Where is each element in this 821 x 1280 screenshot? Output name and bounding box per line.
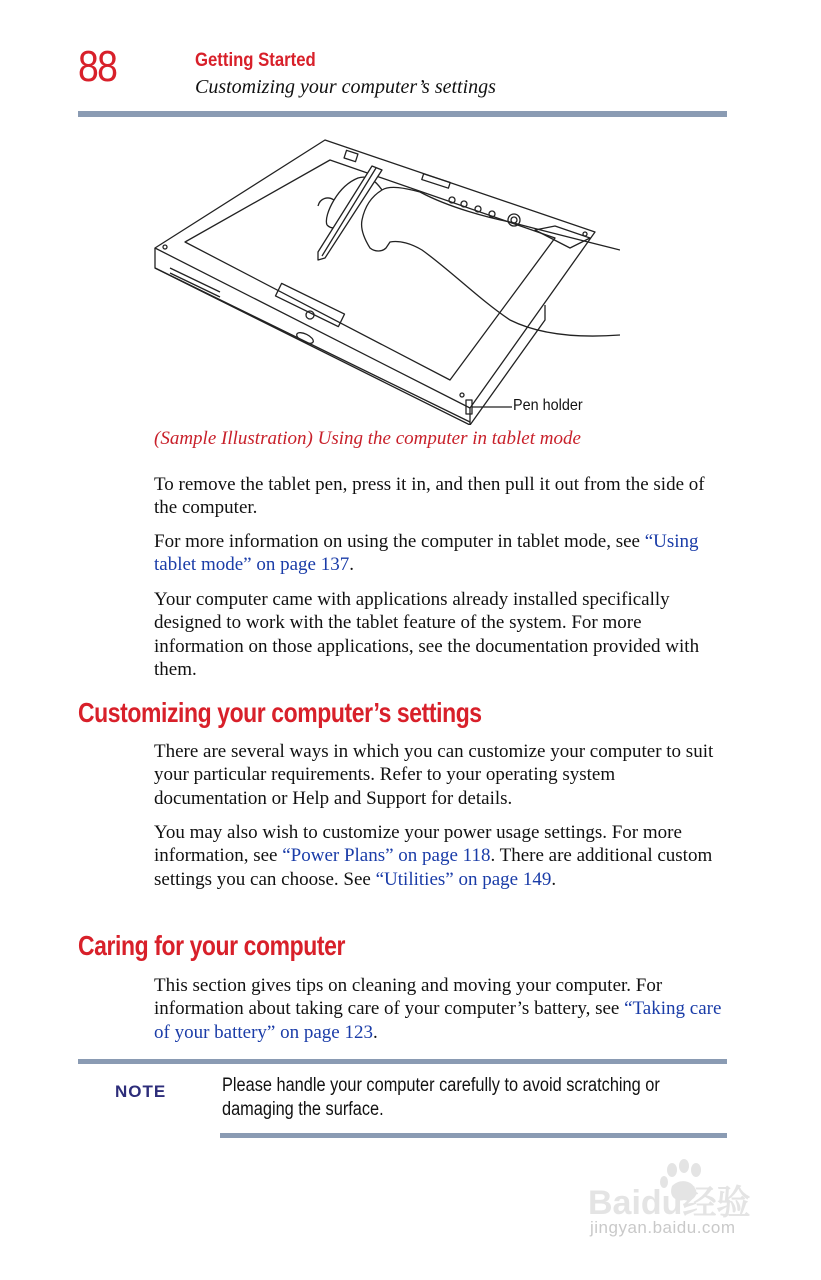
link-taking-care-battery[interactable]: “Taking care of your battery” on page 123: [154, 998, 722, 1043]
watermark-url: jingyan.baidu.com: [590, 1218, 736, 1237]
header-rule: [78, 111, 727, 117]
paragraph-text: You may also wish to customize your power usage settings. For more information, see: [154, 822, 682, 867]
note-label: NOTE: [115, 1082, 167, 1101]
heading-caring: Caring for your computer: [78, 930, 345, 961]
note-top-rule: [78, 1059, 727, 1064]
heading-customizing: Customizing your computer’s settings: [78, 697, 482, 728]
running-header-section: Getting Started: [195, 50, 316, 71]
link-using-tablet-mode[interactable]: “Using tablet mode” on page 137: [154, 531, 699, 576]
tablet-mode-illustration: [150, 130, 620, 425]
paragraph-text: .: [551, 868, 557, 890]
paragraph-text: . There are additional custom settings you can choose. See: [154, 845, 713, 890]
paragraph-remove-pen: To remove the tablet pen, press it in, and then pull it out from the side of the computer.: [154, 474, 705, 519]
link-power-plans[interactable]: “Power Plans” on page 118: [282, 845, 491, 867]
paragraph-customize-ways: There are several ways in which you can customize your computer to suit your particular requirements. Refer to your operating system documentation or Help and Support for details.: [154, 741, 714, 809]
paragraph-power-usage: [154, 821, 729, 891]
paragraph-text: This section gives tips on cleaning and moving your computer. For information about taking care of your computer’s battery, see: [154, 975, 663, 1020]
watermark-brand: Baidu经验: [588, 1184, 751, 1222]
running-header-subsection: Customizing your computer’s settings: [195, 76, 496, 98]
paragraph-applications: Your computer came with applications already installed specifically designed to work with the tablet feature of the system. For more information on those applications, see the documentation provided with them.: [154, 589, 700, 680]
note-bottom-rule: [220, 1133, 727, 1138]
page-number: 88: [78, 42, 117, 91]
note-text: Please handle your computer carefully to avoid scratching or damaging the surface.: [222, 1075, 660, 1120]
paragraph-caring: [154, 974, 729, 1044]
pen-holder-label: Pen holder: [513, 397, 583, 414]
paragraph-tablet-mode-info: [154, 530, 729, 577]
paragraph-text: .: [349, 554, 354, 576]
figure-caption: (Sample Illustration) Using the computer in tablet mode: [154, 428, 581, 449]
link-utilities[interactable]: “Utilities” on page 149: [375, 868, 552, 890]
paragraph-text: .: [372, 1021, 378, 1043]
paragraph-text: For more information on using the computer in tablet mode, see: [154, 531, 645, 552]
